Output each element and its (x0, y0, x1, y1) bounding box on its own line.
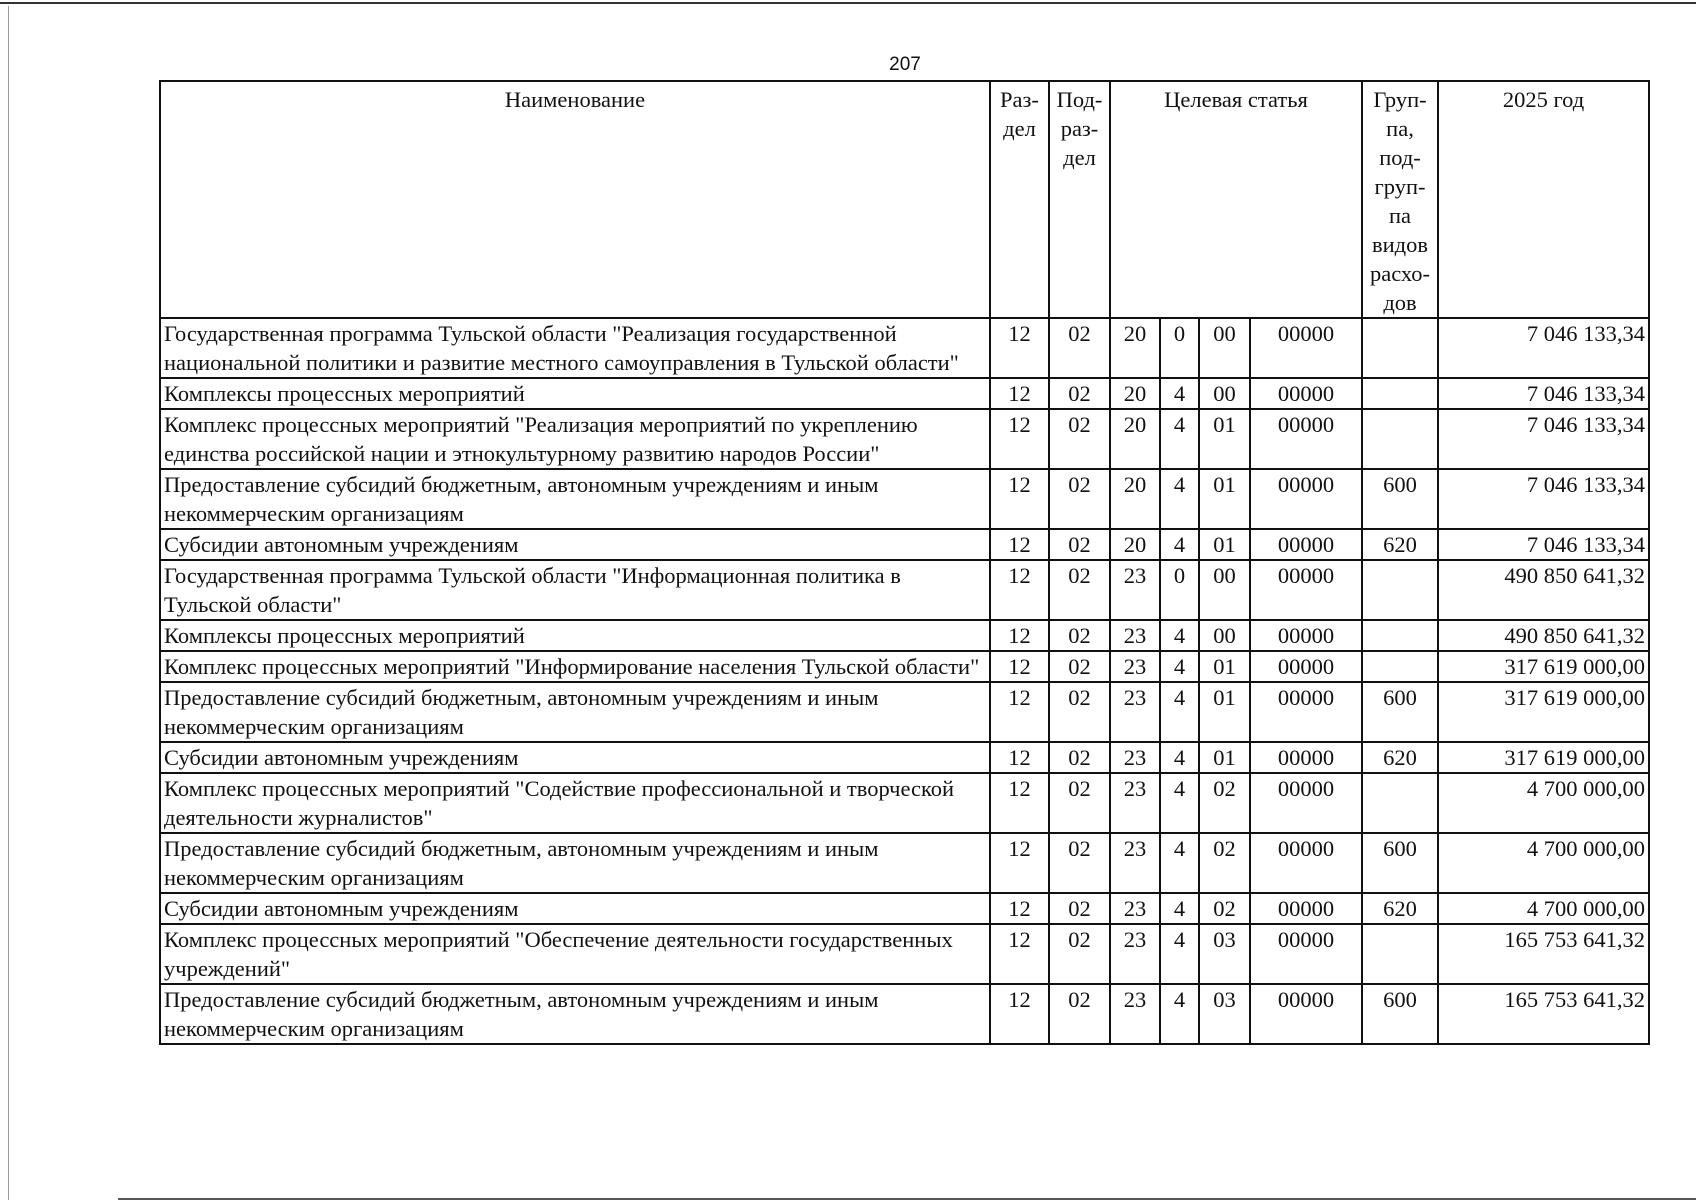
row-target-type: 4 (1160, 893, 1199, 924)
row-razdel: 12 (990, 682, 1049, 742)
header-podrazdel: Под- раз- дел (1049, 81, 1110, 318)
table-row (160, 409, 1649, 469)
row-target-program: 20 (1110, 409, 1160, 469)
row-target-type: 4 (1160, 924, 1199, 984)
header-target-article: Целевая статья (1110, 81, 1362, 318)
row-podrazdel: 02 (1049, 318, 1110, 378)
row-target-complex: 00 (1199, 378, 1250, 409)
row-target-program: 23 (1110, 620, 1160, 651)
row-amount: 317 619 000,00 (1438, 651, 1649, 682)
row-target-direction: 00000 (1250, 893, 1362, 924)
row-amount: 7 046 133,34 (1438, 318, 1649, 378)
row-target-complex: 01 (1199, 682, 1250, 742)
row-target-direction: 00000 (1250, 469, 1362, 529)
row-target-program: 23 (1110, 773, 1160, 833)
table-row (160, 773, 1649, 833)
row-target-direction: 00000 (1250, 742, 1362, 773)
row-target-program: 23 (1110, 833, 1160, 893)
scan-edge-top (0, 2, 1696, 4)
row-podrazdel: 02 (1049, 620, 1110, 651)
row-target-type: 4 (1160, 529, 1199, 560)
row-target-complex: 03 (1199, 924, 1250, 984)
row-expense-group (1362, 318, 1438, 378)
row-target-program: 23 (1110, 924, 1160, 984)
row-name: Комплексы процессных мероприятий (160, 620, 990, 651)
table-row (160, 378, 1649, 409)
row-target-type: 4 (1160, 620, 1199, 651)
table-row (160, 742, 1649, 773)
row-expense-group (1362, 924, 1438, 984)
row-expense-group (1362, 409, 1438, 469)
row-podrazdel: 02 (1049, 773, 1110, 833)
row-name: Предоставление субсидий бюджетным, автономным учреждениям и иным некоммерческим организациям (160, 682, 990, 742)
row-target-complex: 02 (1199, 833, 1250, 893)
row-name: Предоставление субсидий бюджетным, автономным учреждениям и иным некоммерческим организациям (160, 984, 990, 1044)
row-razdel: 12 (990, 318, 1049, 378)
row-amount: 165 753 641,32 (1438, 984, 1649, 1044)
table-row (160, 318, 1649, 378)
row-razdel: 12 (990, 620, 1049, 651)
row-name: Государственная программа Тульской области "Информационная политика в Тульской области" (160, 560, 990, 620)
row-amount: 4 700 000,00 (1438, 833, 1649, 893)
table-body (160, 318, 1649, 1044)
row-target-complex: 01 (1199, 409, 1250, 469)
row-target-direction: 00000 (1250, 651, 1362, 682)
row-name: Комплекс процессных мероприятий "Обеспечение деятельности государственных учреждений" (160, 924, 990, 984)
row-expense-group (1362, 773, 1438, 833)
row-razdel: 12 (990, 409, 1049, 469)
row-expense-group: 600 (1362, 984, 1438, 1044)
row-target-complex: 02 (1199, 773, 1250, 833)
row-target-program: 20 (1110, 318, 1160, 378)
table-row (160, 833, 1649, 893)
header-name: Наименование (160, 81, 990, 318)
row-target-type: 4 (1160, 378, 1199, 409)
row-amount: 490 850 641,32 (1438, 620, 1649, 651)
row-razdel: 12 (990, 651, 1049, 682)
row-name: Комплексы процессных мероприятий (160, 378, 990, 409)
table-row (160, 560, 1649, 620)
row-target-program: 20 (1110, 378, 1160, 409)
table-header-row (160, 81, 1649, 318)
row-target-direction: 00000 (1250, 682, 1362, 742)
row-podrazdel: 02 (1049, 469, 1110, 529)
row-target-program: 23 (1110, 651, 1160, 682)
row-expense-group: 620 (1362, 893, 1438, 924)
row-target-program: 20 (1110, 529, 1160, 560)
row-target-direction: 00000 (1250, 984, 1362, 1044)
row-razdel: 12 (990, 893, 1049, 924)
header-expense-group: Груп- па, под- груп- па видов расхо- дов (1362, 81, 1438, 318)
row-razdel: 12 (990, 773, 1049, 833)
row-target-complex: 01 (1199, 651, 1250, 682)
row-target-program: 23 (1110, 742, 1160, 773)
row-amount: 4 700 000,00 (1438, 893, 1649, 924)
row-expense-group: 620 (1362, 529, 1438, 560)
header-razdel: Раз- дел (990, 81, 1049, 318)
row-expense-group: 600 (1362, 682, 1438, 742)
row-podrazdel: 02 (1049, 651, 1110, 682)
row-razdel: 12 (990, 529, 1049, 560)
row-name: Предоставление субсидий бюджетным, автономным учреждениям и иным некоммерческим организациям (160, 469, 990, 529)
row-podrazdel: 02 (1049, 893, 1110, 924)
row-razdel: 12 (990, 833, 1049, 893)
row-target-complex: 00 (1199, 560, 1250, 620)
row-amount: 7 046 133,34 (1438, 529, 1649, 560)
row-razdel: 12 (990, 924, 1049, 984)
header-year: 2025 год (1438, 81, 1649, 318)
table-row (160, 529, 1649, 560)
table-row (160, 469, 1649, 529)
row-target-program: 23 (1110, 560, 1160, 620)
row-target-type: 4 (1160, 773, 1199, 833)
row-amount: 7 046 133,34 (1438, 409, 1649, 469)
row-target-complex: 00 (1199, 318, 1250, 378)
row-name: Субсидии автономным учреждениям (160, 529, 990, 560)
row-podrazdel: 02 (1049, 833, 1110, 893)
row-razdel: 12 (990, 984, 1049, 1044)
row-expense-group (1362, 378, 1438, 409)
row-amount: 165 753 641,32 (1438, 924, 1649, 984)
row-name: Комплекс процессных мероприятий "Реализация мероприятий по укреплению единства российской нации и этнокультурному развитию народов России" (160, 409, 990, 469)
row-amount: 7 046 133,34 (1438, 469, 1649, 529)
row-razdel: 12 (990, 560, 1049, 620)
table-row (160, 893, 1649, 924)
row-target-complex: 01 (1199, 469, 1250, 529)
row-target-complex: 01 (1199, 742, 1250, 773)
row-target-complex: 02 (1199, 893, 1250, 924)
row-name: Субсидии автономным учреждениям (160, 742, 990, 773)
row-amount: 317 619 000,00 (1438, 742, 1649, 773)
row-target-direction: 00000 (1250, 409, 1362, 469)
row-target-direction: 00000 (1250, 560, 1362, 620)
row-name: Комплекс процессных мероприятий "Информирование населения Тульской области" (160, 651, 990, 682)
row-expense-group (1362, 651, 1438, 682)
row-target-type: 0 (1160, 318, 1199, 378)
row-target-type: 0 (1160, 560, 1199, 620)
table-row (160, 984, 1649, 1044)
row-target-type: 4 (1160, 984, 1199, 1044)
row-target-type: 4 (1160, 682, 1199, 742)
row-target-complex: 00 (1199, 620, 1250, 651)
row-razdel: 12 (990, 742, 1049, 773)
row-expense-group: 620 (1362, 742, 1438, 773)
row-target-type: 4 (1160, 469, 1199, 529)
row-expense-group (1362, 560, 1438, 620)
row-name: Государственная программа Тульской области "Реализация государственной национальной политики и развитие местного самоуправления в Тульской области" (160, 318, 990, 378)
row-amount: 7 046 133,34 (1438, 378, 1649, 409)
row-podrazdel: 02 (1049, 560, 1110, 620)
row-name: Субсидии автономным учреждениям (160, 893, 990, 924)
row-target-program: 23 (1110, 893, 1160, 924)
budget-table (159, 80, 1650, 1045)
row-target-direction: 00000 (1250, 529, 1362, 560)
table-row (160, 651, 1649, 682)
table-row (160, 620, 1649, 651)
row-razdel: 12 (990, 378, 1049, 409)
row-amount: 490 850 641,32 (1438, 560, 1649, 620)
row-target-direction: 00000 (1250, 924, 1362, 984)
row-target-type: 4 (1160, 833, 1199, 893)
row-amount: 317 619 000,00 (1438, 682, 1649, 742)
row-target-direction: 00000 (1250, 620, 1362, 651)
row-target-direction: 00000 (1250, 378, 1362, 409)
row-expense-group: 600 (1362, 833, 1438, 893)
page-number: 207 (889, 54, 921, 75)
row-target-direction: 00000 (1250, 833, 1362, 893)
row-target-complex: 03 (1199, 984, 1250, 1044)
row-expense-group (1362, 620, 1438, 651)
row-podrazdel: 02 (1049, 378, 1110, 409)
row-target-program: 23 (1110, 984, 1160, 1044)
row-target-program: 20 (1110, 469, 1160, 529)
table-row (160, 924, 1649, 984)
row-name: Предоставление субсидий бюджетным, автономным учреждениям и иным некоммерческим организациям (160, 833, 990, 893)
row-target-complex: 01 (1199, 529, 1250, 560)
row-name: Комплекс процессных мероприятий "Содействие профессиональной и творческой деятельности журналистов" (160, 773, 990, 833)
row-amount: 4 700 000,00 (1438, 773, 1649, 833)
row-podrazdel: 02 (1049, 409, 1110, 469)
row-target-direction: 00000 (1250, 318, 1362, 378)
row-podrazdel: 02 (1049, 984, 1110, 1044)
row-podrazdel: 02 (1049, 742, 1110, 773)
table-row (160, 682, 1649, 742)
row-target-direction: 00000 (1250, 773, 1362, 833)
scan-edge-left (8, 6, 9, 1200)
row-target-type: 4 (1160, 651, 1199, 682)
row-target-type: 4 (1160, 409, 1199, 469)
row-podrazdel: 02 (1049, 924, 1110, 984)
row-razdel: 12 (990, 469, 1049, 529)
row-target-type: 4 (1160, 742, 1199, 773)
row-podrazdel: 02 (1049, 529, 1110, 560)
row-podrazdel: 02 (1049, 682, 1110, 742)
row-target-program: 23 (1110, 682, 1160, 742)
row-expense-group: 600 (1362, 469, 1438, 529)
